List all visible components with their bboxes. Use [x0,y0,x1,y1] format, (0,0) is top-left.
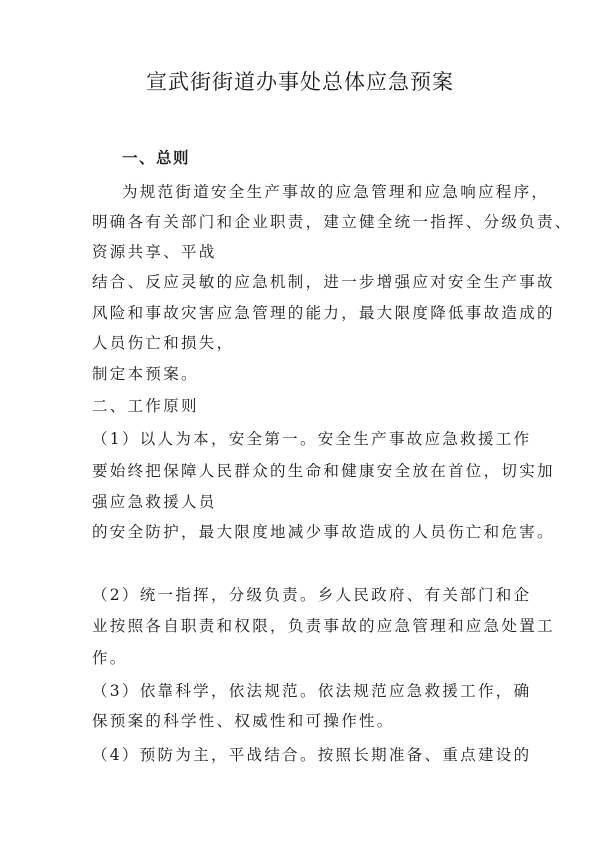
section-heading-principles: 二、工作原则 [92,397,199,415]
paragraph-line: （2）统一指挥，分级负责。乡人民政府、有关部门和企 [92,586,532,604]
section-heading-general: 一、总则 [122,149,191,167]
paragraph-line: 作。 [92,649,128,667]
paragraph-line: 制定本预案。 [92,365,199,383]
paragraph-line: 业按照各自职责和权限，负责事故的应急管理和应急处置工 [92,617,555,635]
paragraph-line: 要始终把保障人民群众的生命和健康安全放在首位，切实加 [92,462,555,480]
paragraph-line: 保预案的科学性、权威性和可操作性。 [92,712,395,730]
paragraph-line: （3）依靠科学，依法规范。依法规范应急救援工作，确 [92,682,532,700]
paragraph-line: 的安全防护，最大限度地减少事故造成的人员伤亡和危害。 [92,523,555,541]
paragraph-line: 结合、反应灵敏的应急机制，进一步增强应对安全生产事故 [92,273,555,291]
paragraph-line: 资源共享、平战 [92,243,217,261]
paragraph-line: 明确各有关部门和企业职责，建立健全统一指挥、分级负责、 [92,213,573,231]
paragraph-line: （1）以人为本，安全第一。安全生产事故应急救援工作 [92,430,532,448]
document-title: 宣武街街道办事处总体应急预案 [146,70,454,94]
paragraph-line: （4）预防为主，平战结合。按照长期准备、重点建设的 [92,746,532,764]
paragraph-line: 强应急救援人员 [92,493,217,511]
paragraph-line: 风险和事故灾害应急管理的能力，最大限度降低事故造成的 [92,304,555,322]
paragraph-line: 人员伤亡和损失， [92,334,235,352]
paragraph-line: 为规范街道安全生产事故的应急管理和应急响应程序， [122,183,550,201]
